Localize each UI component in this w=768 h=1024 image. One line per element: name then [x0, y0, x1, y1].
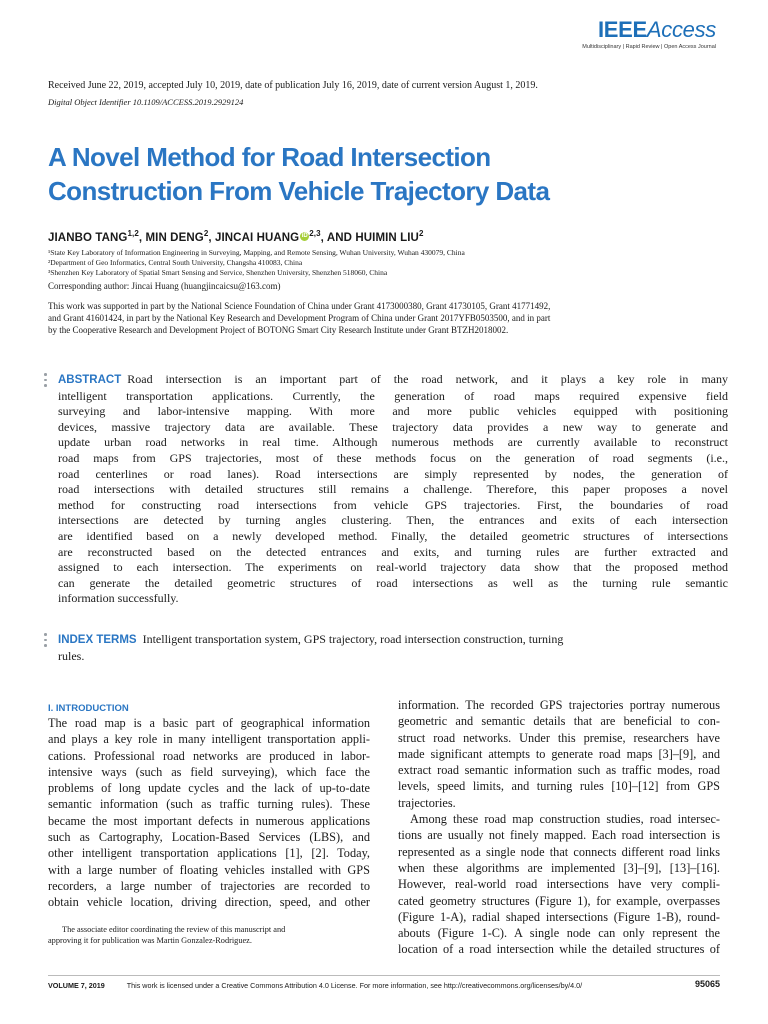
paper-title: [48, 140, 728, 208]
body-line: represented as a single node that connects different road links: [398, 844, 720, 859]
body-line: information. The recorded GPS trajectories portray numerous: [398, 698, 720, 712]
body-line: and plays a key role in many intelligent transportation appli-: [48, 732, 370, 747]
author-list: [48, 229, 424, 244]
abstract-marker-icon: [44, 373, 48, 390]
abstract-line: method for constructing road intersections from vehicle GPS trajectories. First, the boundaries of road: [58, 497, 728, 512]
author-affil-marker: 1,2: [127, 229, 139, 238]
title-line-1: A Novel Method for Road Intersection: [48, 142, 491, 172]
body-line: obtain vehicle location, driving direction, speed, and other: [48, 895, 370, 910]
body-left-column: [48, 715, 370, 911]
author-name: JIANBO TANG: [48, 231, 128, 244]
body-line: cations. Professional road networks are produced in labor-: [48, 748, 370, 763]
footer-divider: [48, 975, 720, 976]
funding-line: by the Cooperative Research and Development Project of BOTONG Smart City Research Institute under Grant BTZH2018002.: [48, 325, 509, 335]
editor-footnote: [48, 924, 370, 946]
body-line: However, real-world road intersections have very compli-: [398, 877, 720, 892]
orcid-icon[interactable]: iD: [301, 232, 308, 239]
author-affil-marker: 2: [418, 229, 424, 238]
logo-access: Access: [646, 17, 716, 42]
affiliation-line: ¹State Key Laboratory of Information Engineering in Surveying, Mapping, and Remote Sensing, Wuhan University, Wuhan 430079, China: [48, 248, 465, 257]
author-separator: ,: [138, 231, 146, 244]
logo-tagline: Multidisciplinary | Rapid Review | Open Access Journal: [582, 44, 716, 50]
body-line: (Figure 1-A), radial shaped intersections (Figure 1-B), round-: [398, 909, 720, 924]
abstract-line: road centerlines or road lanes). Road intersections are simply represented by nodes, the generation of: [58, 466, 728, 481]
author-name: MIN DENG: [145, 231, 204, 244]
author-separator: ,: [208, 231, 215, 244]
abstract-line: surveying and labor-intensive mapping. With more and more public vehicles equipped with positioning: [58, 404, 728, 419]
body-line: such as Cartography, Location-Based Services (LBS), and: [48, 830, 370, 845]
body-line: tions are usually not finely mapped. Each road intersection is: [398, 828, 720, 843]
funding-line: This work was supported in part by the National Science Foundation of China under Grant 4173000380, Grant 41730105, Grant 41771492,: [48, 301, 551, 311]
author-affil-marker: 2: [203, 229, 209, 238]
body-line: cated geometry structures (Figure 1), for example, overpasses: [398, 893, 720, 908]
body-line: when these algorithms are implemented [3]–[9], [13]–[16].: [398, 860, 720, 875]
abstract-line: devices, massive trajectory data are available. These trajectory data provides a new way to generate and: [58, 419, 728, 434]
body-line: struct road networks. Under this premise, researchers have: [398, 730, 720, 745]
volume-label: VOLUME 7, 2019: [48, 981, 105, 990]
body-line: Among these road map construction studies, road intersec-: [410, 812, 720, 827]
footnote-line: The associate editor coordinating the review of this manuscript and: [62, 925, 286, 934]
affiliation-line: ²Department of Geo Informatics, Central South University, Changsha 410083, China: [48, 258, 303, 267]
title-line-2: Construction From Vehicle Trajectory Data: [48, 176, 550, 206]
abstract-line: intersections are detected by turning angles clustering. Then, the entrances and exits of each intersection: [58, 513, 728, 528]
abstract-line: road intersections with detailed structures still remains a challenge. Therefore, this paper proposes a novel: [58, 482, 728, 497]
body-line: other intelligent transportation applications [1], [2]. Today,: [48, 846, 370, 861]
license-notice: This work is licensed under a Creative Commons Attribution 4.0 License. For more information, see http://creativecommons.org/licenses/by/4.0/: [126, 981, 583, 990]
body-line: made significant attempts to generate road maps [3]–[9], and: [398, 746, 720, 761]
abstract: [58, 372, 728, 607]
body-line: levels, speed limits, and turning rules [10]–[12] from GPS: [398, 779, 720, 794]
author-separator: , AND: [320, 231, 356, 244]
doi-line: Digital Object Identifier 10.1109/ACCESS.2019.2929124: [48, 97, 244, 107]
author-name: HUIMIN LIU: [355, 231, 419, 244]
funding-statement: [48, 300, 718, 336]
index-terms-label: INDEX TERMS: [58, 634, 137, 646]
corresponding-author: Corresponding author: Jincai Huang (huangjincaicsu@163.com): [48, 281, 281, 291]
author-name: JINCAI HUANG: [214, 231, 300, 244]
page-number: 95065: [694, 979, 720, 989]
body-line: became the most important defects in numerous applications: [48, 813, 370, 828]
body-right-column: [398, 697, 720, 958]
body-line: with a large number of floating vehicles installed with GPS: [48, 862, 370, 877]
logo-ieee: IEEE: [597, 17, 647, 42]
affiliation-line: ³Shenzhen Key Laboratory of Spatial Smart Sensing and Service, Shenzhen University, Shenzhen 518060, China: [48, 268, 388, 277]
abstract-line: assigned to each intersection. The experiments on real-world trajectory data show that the proposed method: [58, 560, 728, 575]
body-line: trajectories.: [398, 795, 456, 810]
body-line: recorders, a large number of trajectories are recorded to: [48, 878, 370, 893]
body-line: semantic information (such as traffic turning rules). These: [48, 797, 370, 812]
abstract-line: are reconstructed based on the detected entrances and exits, and turning rules are further extracted and: [58, 544, 728, 559]
index-terms-marker-icon: [44, 633, 48, 650]
abstract-label: ABSTRACT: [58, 374, 122, 386]
author-affil-marker: 2,3: [309, 229, 321, 238]
body-line: abouts (Figure 1-C). A single node can only represent the: [398, 926, 720, 941]
journal-logo: [556, 18, 716, 50]
body-line: geometric and semantic details that are beneficial to con-: [398, 714, 720, 729]
index-terms: [58, 632, 728, 664]
body-line: problems of long update cycles and the lack of up-to-date: [48, 781, 370, 796]
abstract-line: update urban road networks in real time. Although numerous methods are currently available to reconstruct: [58, 435, 728, 450]
footnote-line: approving it for publication was Martin Gonzalez-Rodriguez.: [48, 936, 252, 945]
page-footer: [48, 981, 720, 990]
index-terms-line: rules.: [58, 648, 85, 663]
abstract-line: are identified based on a newly developed method. Finally, the detailed geometric structures of intersections: [58, 528, 728, 543]
body-line: location of a road intersection while the detailed structures of: [398, 942, 720, 957]
abstract-line: can generate the detailed geometric structures of road intersections as well as the turning rule semantic: [58, 575, 728, 590]
index-terms-line: INDEX TERMS Intelligent transportation system, GPS trajectory, road intersection construction, turning: [58, 632, 564, 646]
abstract-line: ABSTRACT Road intersection is an important part of the road network, and it plays a key role in many: [58, 372, 728, 386]
body-line: extract road semantic information such as traffic modes, road: [398, 763, 720, 778]
funding-line: and Grant 41601424, in part by the National Key Research and Development Program of China under Grant 2017YFB0503500, and in part: [48, 313, 551, 323]
body-line: intensive ways (such as field surveying), which face the: [48, 764, 370, 779]
abstract-line: information successfully.: [58, 591, 179, 606]
body-line: The road map is a basic part of geographical information: [48, 716, 370, 730]
publication-dates: Received June 22, 2019, accepted July 10, 2019, date of publication July 16, 2019, date of current version August 1, 2019.: [48, 80, 538, 91]
abstract-line: intelligent transportation applications. Currently, the generation of road maps required expensive field: [58, 388, 728, 403]
abstract-line: road maps from GPS trajectories, most of these methods focus on the generation of road segments (i.e.,: [58, 450, 728, 465]
affiliations: [48, 248, 465, 278]
section-heading: I. INTRODUCTION: [48, 703, 129, 714]
